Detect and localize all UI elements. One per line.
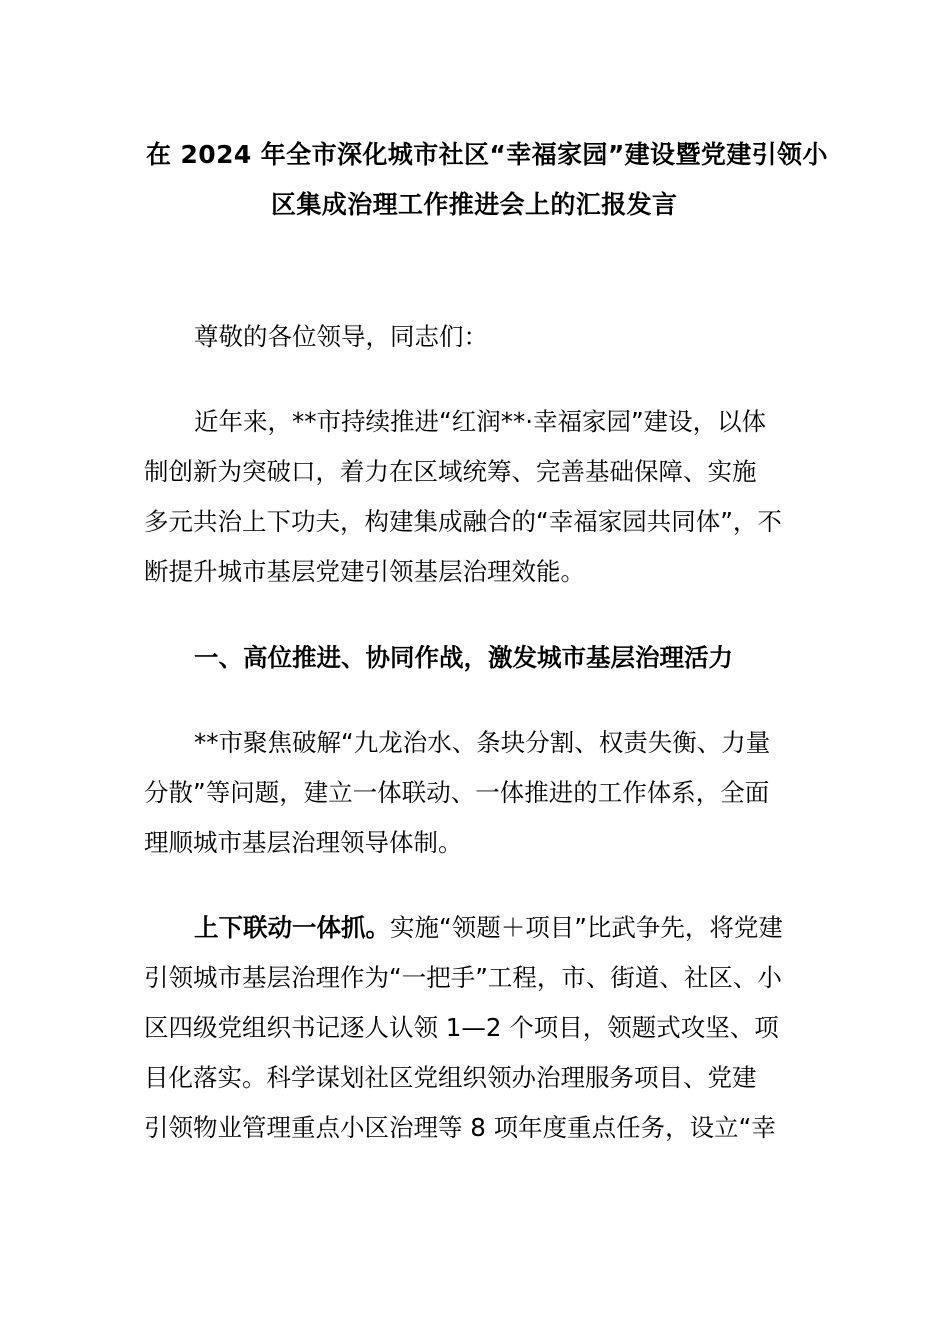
subpoint-1-line-2: 引领城市基层治理作为“一把手”工程，市、街道、社区、小: [144, 963, 782, 992]
intro-line-1: 近年来，**市持续推进“红润**·幸福家园”建设，以体: [194, 407, 767, 436]
subpoint-1-lead: 上下联动一体抓。: [194, 913, 390, 942]
subpoint-1-lead-rest: 实施“领题＋项目”比武争先，将党建: [390, 913, 783, 942]
greeting: 尊敬的各位领导，同志们：: [194, 322, 488, 351]
subpoint-1-line-3: 区四级党组织书记逐人认领 1—2 个项目，领题式攻坚、项: [144, 1013, 779, 1042]
document-title-line-2: 区集成治理工作推进会上的汇报发言: [271, 190, 678, 219]
section-1-paragraph-line-2: 分散”等问题，建立一体联动、一体推进的工作体系，全面: [144, 778, 770, 807]
intro-line-2: 制创新为突破口，着力在区域统筹、完善基础保障、实施: [144, 457, 757, 486]
subpoint-1-line-1: [194, 912, 783, 944]
section-1-paragraph-line-3: 理顺城市基层治理领导体制。: [144, 828, 463, 857]
section-1-paragraph-line-1: **市聚焦破解“九龙治水、条块分割、权责失衡、力量: [194, 728, 771, 757]
document-title-line-1: 在 2024 年全市深化城市社区“幸福家园”建设暨党建引领小: [146, 140, 828, 169]
subpoint-1-line-4: 目化落实。科学谋划社区党组织领办治理服务项目、党建: [144, 1063, 757, 1092]
intro-line-4: 断提升城市基层党建引领基层治理效能。: [144, 557, 585, 586]
intro-line-3: 多元共治上下功夫，构建集成融合的“幸福家园共同体”，不: [144, 507, 782, 536]
subpoint-1-line-5: 引领物业管理重点小区治理等 8 项年度重点任务，设立“幸: [144, 1113, 776, 1142]
section-1-heading: 一、高位推进、协同作战，激发城市基层治理活力: [194, 643, 733, 672]
